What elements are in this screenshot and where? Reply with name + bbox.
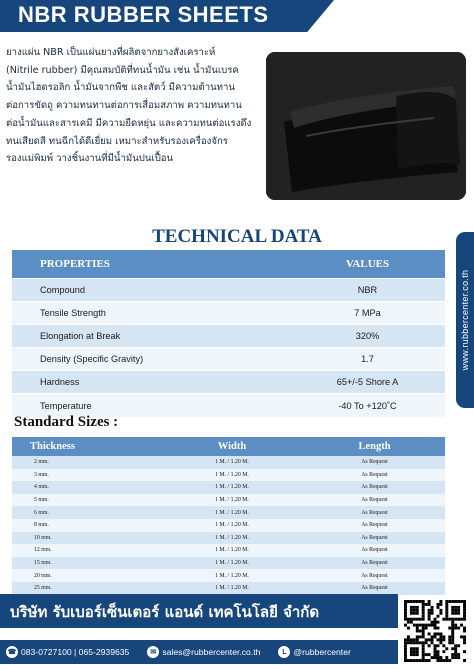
length-cell: As Request [361, 534, 388, 541]
table-row [12, 370, 445, 393]
property-cell: Elongation at Break [40, 331, 121, 342]
table-row [12, 544, 445, 557]
email-text[interactable]: sales@rubbercenter.co.th [162, 647, 261, 657]
line-contact[interactable] [278, 646, 350, 658]
contact-band [0, 640, 398, 664]
value-cell: 1.7 [361, 354, 374, 365]
intro-line: ทนเสียดสี ทนฉีกได้ดีเยี่ยม เหมาะสำหรับรองเครื่องจักร [6, 135, 228, 147]
intro-line: รองแม่พิมพ์ วางชิ้นงานที่มีน้ำมันปนเปื้อน [6, 153, 174, 165]
table-header [12, 437, 445, 456]
intro-line: น้ำมันไฮดรอลิก น้ำมันจากพืช และสัตว์ มีความต้านทาน [6, 82, 235, 94]
width-cell: 1 M. / 1.20 M. [215, 497, 249, 504]
table-row [12, 324, 445, 347]
rubber-sheet-image [266, 52, 466, 200]
property-cell: Density (Specific Gravity) [40, 354, 144, 365]
intro-line: ต่อการขัดถู ความทนทานต่อการเสื่อมสภาพ ความทนทาน [6, 100, 242, 112]
email-icon: ✉ [147, 646, 159, 658]
length-cell: As Request [361, 585, 388, 592]
intro-paragraph [6, 44, 256, 168]
standard-sizes-title: Standard Sizes : [14, 414, 119, 430]
phone-icon: ☎ [6, 646, 18, 658]
length-cell: As Request [361, 547, 388, 554]
width-cell: 1 M. / 1.20 M. [215, 459, 249, 466]
thickness-cell: 8 mm. [34, 522, 49, 529]
website-side-text-wrap [456, 232, 474, 408]
thickness-cell: 25 mm. [34, 585, 52, 592]
website-side-text[interactable]: www.rubbercenter.co.th [460, 269, 470, 371]
property-cell: Tensile Strength [40, 308, 106, 319]
thickness-cell: 10 mm. [34, 534, 52, 541]
length-cell: As Request [361, 522, 388, 529]
page-title: NBR RUBBER SHEETS [18, 2, 269, 27]
length-cell: As Request [361, 471, 388, 478]
thickness-cell: 4 mm. [34, 484, 49, 491]
phone-contact[interactable] [6, 646, 129, 658]
value-cell: 65+/-5 Shore A [336, 377, 399, 388]
product-photo [266, 52, 466, 200]
thickness-cell: 3 mm. [34, 471, 49, 478]
table-row [12, 557, 445, 570]
width-cell: 1 M. / 1.20 M. [215, 572, 249, 579]
length-cell: As Request [361, 560, 388, 567]
width-cell: 1 M. / 1.20 M. [215, 484, 249, 491]
phone-text[interactable]: 083-0727100 | 065-2939635 [21, 647, 130, 657]
column-header-length: Length [358, 441, 391, 452]
thickness-cell: 15 mm. [34, 560, 52, 567]
width-cell: 1 M. / 1.20 M. [215, 509, 249, 516]
line-icon: L [278, 646, 290, 658]
width-cell: 1 M. / 1.20 M. [215, 534, 249, 541]
thickness-cell: 6 mm. [34, 509, 49, 516]
thickness-cell: 12 mm. [34, 547, 52, 554]
width-cell: 1 M. / 1.20 M. [215, 560, 249, 567]
line-text[interactable]: @rubbercenter [293, 647, 351, 657]
standard-sizes-table [12, 437, 445, 595]
table-row [12, 506, 445, 519]
table-row [12, 301, 445, 324]
length-cell: As Request [361, 459, 388, 466]
intro-line: (Nitrile rubber) มีคุณสมบัติที่ทนน้ำมัน เช่น น้ำมันเบรค [6, 64, 239, 76]
length-cell: As Request [361, 484, 388, 491]
technical-data-table [12, 250, 445, 417]
email-contact[interactable] [147, 646, 260, 658]
width-cell: 1 M. / 1.20 M. [215, 585, 249, 592]
thickness-cell: 5 mm. [34, 497, 49, 504]
intro-line: ยางแผ่น NBR เป็นแผ่นยางที่ผลิตจากยางสังเคราะห์ [6, 47, 216, 58]
qr-code-graphic [404, 600, 466, 662]
table-row [12, 469, 445, 482]
thickness-cell: 2 mm. [34, 459, 49, 466]
width-cell: 1 M. / 1.20 M. [215, 547, 249, 554]
company-name: บริษัท รับเบอร์เซ็นเตอร์ แอนด์ เทคโนโลยี จำกัด [10, 603, 320, 621]
intro-line: ต่อน้ำมันและสารเคมี มีความยืดหยุ่น และความทนต่อแรงดึง [6, 117, 252, 129]
table-row [12, 532, 445, 545]
column-header-values: VALUES [345, 258, 390, 270]
table-row [12, 569, 445, 582]
table-row [12, 519, 445, 532]
value-cell: -40 To +120˚C [338, 400, 397, 411]
value-cell: 320% [355, 331, 380, 342]
length-cell: As Request [361, 497, 388, 504]
thickness-cell: 20 mm. [34, 572, 52, 579]
technical-data-title: TECHNICAL DATA [152, 226, 322, 247]
table-row [12, 278, 445, 301]
length-cell: As Request [361, 509, 388, 516]
length-cell: As Request [361, 572, 388, 579]
value-cell: NBR [357, 285, 378, 296]
property-cell: Hardness [40, 377, 80, 388]
width-cell: 1 M. / 1.20 M. [215, 522, 249, 529]
table-row [12, 481, 445, 494]
table-row [12, 582, 445, 595]
column-header-width: Width [217, 441, 247, 452]
value-cell: 7 MPa [354, 308, 381, 319]
table-header [12, 250, 445, 278]
table-row [12, 456, 445, 469]
property-cell: Temperature [40, 400, 92, 411]
table-row [12, 347, 445, 370]
table-row [12, 494, 445, 507]
width-cell: 1 M. / 1.20 M. [215, 471, 249, 478]
column-header-properties: PROPERTIES [40, 258, 110, 270]
property-cell: Compound [40, 285, 85, 296]
qr-code[interactable] [404, 600, 466, 662]
column-header-thickness: Thickness [30, 441, 75, 452]
